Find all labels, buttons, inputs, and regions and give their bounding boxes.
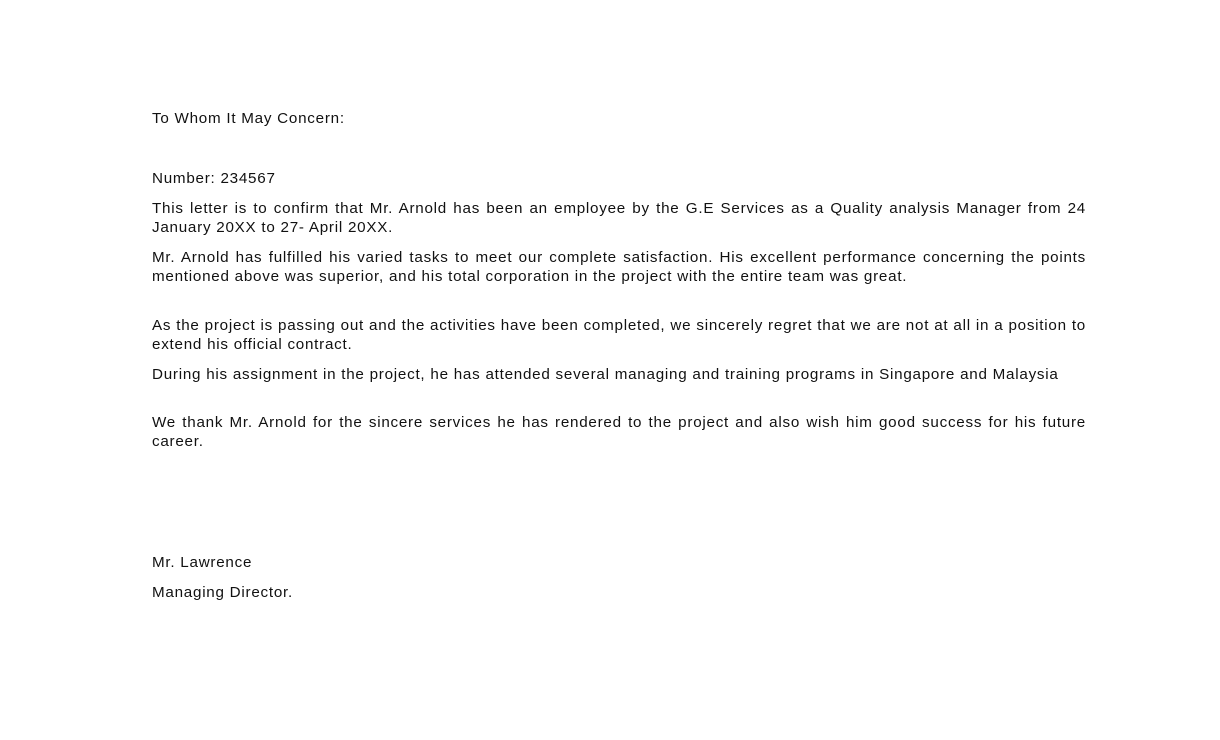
paragraph-contract: As the project is passing out and the activities have been completed, we sincerely regret that we are not at all in a position to extend his official contract. xyxy=(152,317,1086,353)
paragraph-confirmation: This letter is to confirm that Mr. Arnold has been an employee by the G.E Services as a Quality analysis Manager from 24 January 20XX to 27- April 20XX. xyxy=(152,200,1086,236)
signatory-title: Managing Director. xyxy=(152,584,293,601)
salutation: To Whom It May Concern: xyxy=(152,110,345,127)
paragraph-performance: Mr. Arnold has fulfilled his varied tasks to meet our complete satisfaction. His excellent performance concerning the points mentioned above was superior, and his total corporation in the project with the entire team was great. xyxy=(152,249,1086,285)
reference-number: Number: 234567 xyxy=(152,170,276,187)
paragraph-thanks: We thank Mr. Arnold for the sincere services he has rendered to the project and also wish him good success for his future career. xyxy=(152,414,1086,450)
signatory-name: Mr. Lawrence xyxy=(152,554,253,571)
paragraph-training: During his assignment in the project, he has attended several managing and training programs in Singapore and Malaysia xyxy=(152,366,1059,383)
